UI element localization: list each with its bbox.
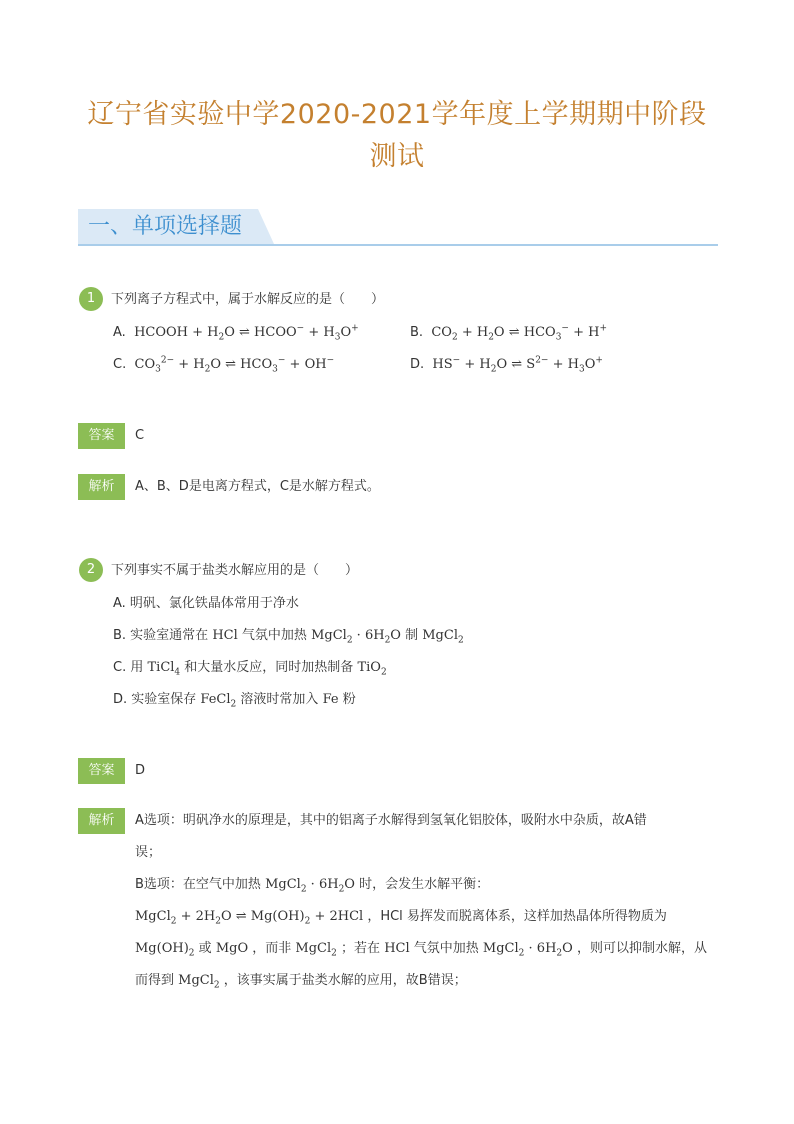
analysis-text: ；若在 bbox=[341, 941, 381, 956]
formula: MgCl$_2$ · $6H_2O$ bbox=[265, 877, 360, 895]
option-letter: C. bbox=[113, 357, 127, 372]
analysis-block bbox=[135, 805, 705, 997]
analysis-text: 时，会发生水解平衡： bbox=[359, 877, 490, 892]
section-rule bbox=[78, 244, 718, 246]
title-line-1: 辽宁省实验中学2020-2021学年度上学期期中阶段 bbox=[87, 99, 707, 130]
analysis-line bbox=[135, 933, 705, 965]
section-label: 一、单项选择题 bbox=[88, 214, 243, 239]
formula: HCl bbox=[384, 941, 414, 956]
equation: $HS^- + H_2O$ ⇌ $S^{2-} + H_3O^+$ bbox=[428, 355, 603, 375]
answer-value: C bbox=[135, 428, 145, 443]
analysis-tag: 解析 bbox=[78, 808, 125, 834]
option-text: B. 实验室通常在 bbox=[113, 628, 209, 643]
answer-tag: 答案 bbox=[78, 423, 125, 449]
analysis-text: 气氛中加热 bbox=[413, 941, 479, 956]
analysis-line bbox=[135, 965, 705, 997]
option-text: C. 用 bbox=[113, 660, 144, 675]
analysis-line bbox=[135, 901, 705, 933]
formula: MgO bbox=[215, 941, 249, 956]
question-stem: 下列离子方程式中，属于水解反应的是（ ） bbox=[111, 292, 385, 307]
option-letter: D. bbox=[410, 357, 425, 372]
q1-option-c[interactable] bbox=[113, 356, 334, 374]
analysis-text: 或 bbox=[198, 941, 212, 956]
option-text: 气氛中加热 bbox=[241, 628, 307, 643]
equation: MgCl$_2$ + $2H_2O$ ⇌ $Mg(OH)_2 + 2HCl$ bbox=[135, 909, 364, 927]
q2-option-a[interactable]: A. 明矾、氯化铁晶体常用于净水 bbox=[113, 596, 299, 611]
option-letter: A. bbox=[113, 325, 126, 340]
formula: TiO$_2$ bbox=[357, 660, 387, 678]
q1-option-a[interactable] bbox=[113, 324, 359, 342]
answer-value: D bbox=[135, 763, 146, 778]
q2-option-b[interactable] bbox=[113, 627, 464, 645]
analysis-text: A、B、D是电离方程式，C是水解方程式。 bbox=[135, 479, 380, 494]
question-stem: 下列事实不属于盐类水解应用的是（ ） bbox=[111, 563, 359, 578]
q2-option-d[interactable] bbox=[113, 691, 356, 709]
option-text: 和大量水反应，同时加热制备 bbox=[184, 660, 354, 675]
analysis-line: A选项：明矾净水的原理是，其中的铝离子水解得到氢氧化铝胶体，吸附水中杂质，故A错 bbox=[135, 813, 647, 828]
analysis-text: ，该事实属于盐类水解的应用，故B错误； bbox=[223, 973, 467, 988]
formula: MgCl$_2$ bbox=[178, 973, 220, 991]
analysis-text: ，则可以抑制水解，从 bbox=[576, 941, 707, 956]
option-text: 粉 bbox=[342, 692, 356, 707]
analysis-text: B选项：在空气中加热 bbox=[135, 877, 261, 892]
formula: Fe bbox=[322, 692, 343, 707]
q1-option-b[interactable] bbox=[410, 324, 607, 342]
analysis-text: ，HCl 易挥发而脱离体系，这样加热晶体所得物质为 bbox=[367, 909, 667, 924]
answer-tag: 答案 bbox=[78, 758, 125, 784]
formula: TiCl$_4$ bbox=[147, 660, 181, 678]
question-number-badge: 1 bbox=[79, 287, 103, 311]
formula: HCl bbox=[212, 628, 242, 643]
formula: MgCl$_2$ bbox=[295, 941, 337, 959]
analysis-text: ，而非 bbox=[252, 941, 292, 956]
title-line-2: 测试 bbox=[369, 141, 425, 172]
section-header bbox=[78, 209, 718, 249]
question-number-badge: 2 bbox=[79, 558, 103, 582]
formula: MgCl$_2$ · $6H_2O$ bbox=[482, 941, 573, 959]
formula: MgCl$_2$ · $6H_2O$ bbox=[311, 628, 406, 646]
equation: HCOOH + $H_2O$ ⇌ HCOO− + $H_3O^+$ bbox=[129, 323, 359, 343]
page-title bbox=[60, 94, 734, 178]
option-text: 制 bbox=[405, 628, 419, 643]
formula: FeCl$_2$ bbox=[200, 692, 237, 710]
analysis-line bbox=[135, 869, 705, 901]
option-text: 溶液时常加入 bbox=[240, 692, 319, 707]
equation: $CO_2 + H_2O$ ⇌ $HCO_3^- + H^+$ bbox=[427, 323, 608, 343]
q1-option-d[interactable] bbox=[410, 356, 603, 374]
formula: MgCl$_2$ bbox=[422, 628, 464, 646]
formula: $Mg(OH)_2$ bbox=[135, 941, 195, 959]
q2-option-c[interactable] bbox=[113, 659, 387, 677]
option-letter: B. bbox=[410, 325, 424, 340]
equation: $CO_3^{2-} + H_2O$ ⇌ $HCO_3^- + OH^-$ bbox=[130, 355, 335, 375]
analysis-text: 而得到 bbox=[135, 973, 175, 988]
analysis-tag: 解析 bbox=[78, 474, 125, 500]
analysis-line: 误； bbox=[135, 845, 162, 860]
option-text: D. 实验室保存 bbox=[113, 692, 197, 707]
